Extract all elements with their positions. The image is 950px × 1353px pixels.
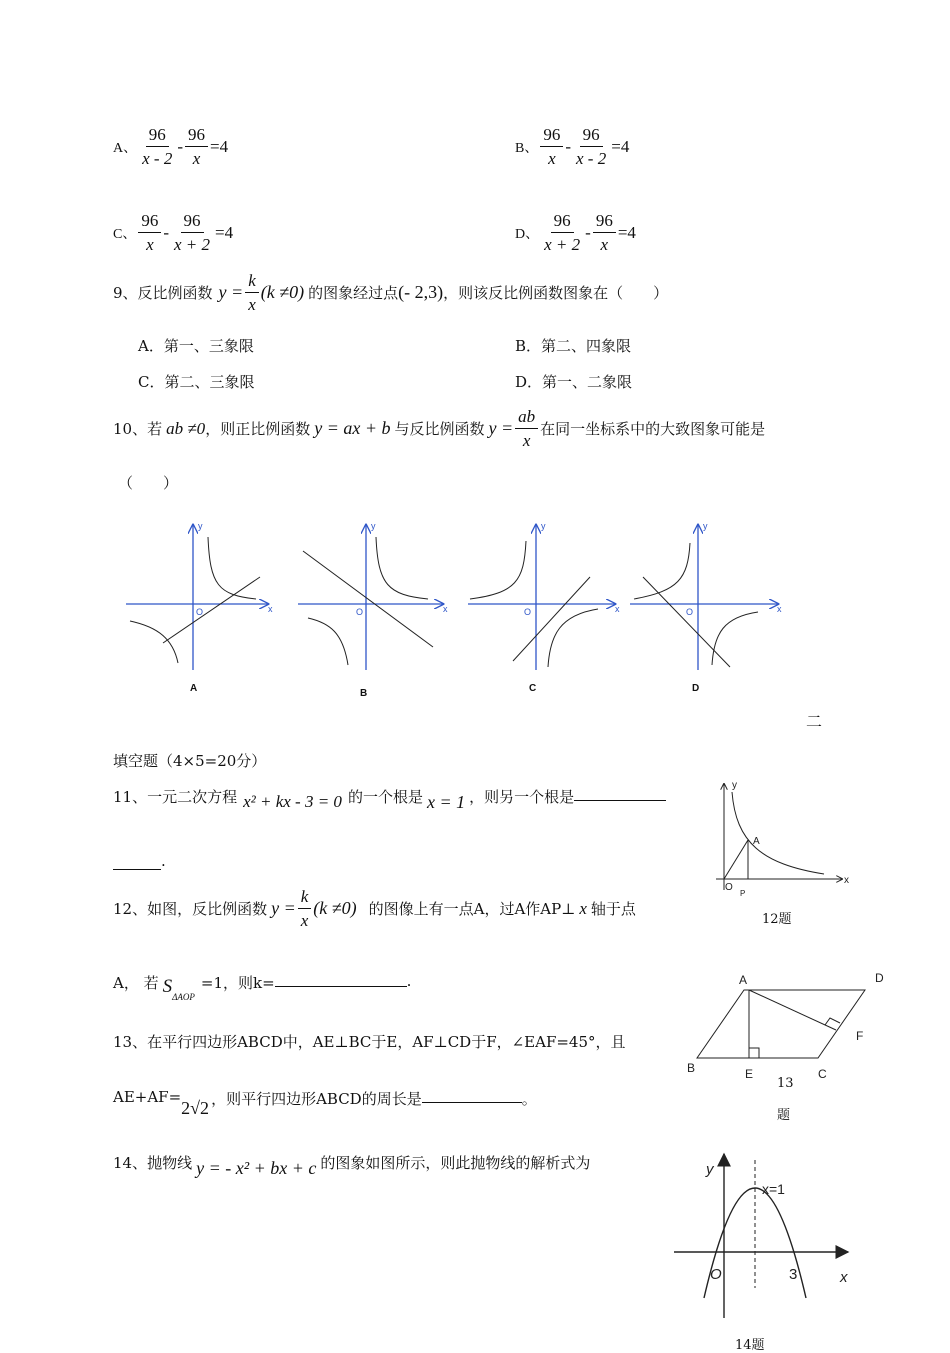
q13-segment-af xyxy=(749,990,836,1030)
q13-figure xyxy=(680,966,900,1090)
q9-option-d[interactable]: D．第一、二象限 xyxy=(515,373,633,391)
q8-d-frac2: $\frac{96}{x}$ xyxy=(593,212,616,254)
q10-a-y-label: y xyxy=(198,521,203,531)
q14-origin-label: O xyxy=(710,1266,722,1283)
q10-b-x-label: x xyxy=(443,604,448,614)
q8-d-frac1: $\frac{96}{x + 2}$ xyxy=(544,211,581,254)
q13-label-a: A xyxy=(739,973,748,987)
q8-a-frac1: $\frac{96}{x - 2}$ xyxy=(142,125,173,168)
q12-line2: A， 若 S ΔAOP =1，则k= . xyxy=(113,972,412,1002)
q12-label-p: P xyxy=(740,889,746,898)
q10-b-y-label: y xyxy=(371,521,376,531)
q8-option-c-label: C、 xyxy=(113,226,137,242)
q12-y-label: y xyxy=(732,780,737,791)
q10-b-hyperbola-2 xyxy=(308,618,348,665)
q14-x-label: x xyxy=(840,1269,848,1286)
q10-graph-a[interactable] xyxy=(126,521,273,694)
q8-c-frac1: $\frac{96}{x}$ xyxy=(138,212,161,254)
q10-d-caption: D xyxy=(692,683,700,694)
q10-b-caption: B xyxy=(360,688,368,699)
q14-y-label: y xyxy=(706,1161,714,1178)
q10-paren: （ ） xyxy=(118,474,179,492)
q12-figure xyxy=(706,772,856,922)
q10-d-hyperbola-1 xyxy=(634,543,690,599)
q10-d-line xyxy=(643,577,730,667)
q10-a-hyperbola-1 xyxy=(208,537,256,599)
q10-a-line xyxy=(163,577,260,643)
q10-d-origin: O xyxy=(686,607,694,617)
q13-caption-1: 13 xyxy=(777,1076,794,1091)
q13-line2: AE+AF= 2√2 ，则平行四边形ABCD的周长是 。 xyxy=(113,1088,537,1118)
q10-a-caption: A xyxy=(190,683,198,694)
q11-answer-blank-2[interactable] xyxy=(113,855,161,870)
q8-c-frac2: $\frac{96}{x + 2}$ xyxy=(174,211,211,254)
q10-b-line xyxy=(303,551,433,647)
q10-graph-b[interactable] xyxy=(298,521,448,699)
q10-c-origin: O xyxy=(524,607,532,617)
q13-right-angle-e xyxy=(749,1048,759,1058)
q10-b-hyperbola-1 xyxy=(376,537,428,599)
q14-caption: 14题 xyxy=(735,1338,765,1353)
q10-graphs xyxy=(118,515,798,705)
q10-c-hyperbola-2 xyxy=(548,609,598,667)
q8-option-b[interactable]: B、 $\frac{96}{x}$ - $\frac{96}{x - 2}$ =4 xyxy=(515,125,630,168)
q10-graph-c[interactable] xyxy=(468,521,620,694)
q10-d-hyperbola-2 xyxy=(712,612,758,665)
q10-d-y-label: y xyxy=(703,521,708,531)
q10-graph-d[interactable] xyxy=(630,521,782,694)
q12-stem: 12、如图，反比例函数 y = $\frac{k}{x}$ (k ≠0) 的图像上有一点A，过A作AP⊥ x 轴于点 xyxy=(113,887,636,930)
q10-stem: 10、若 ab ≠0 ，则正比例函数 y = ax + b 与反比例函数 y = $\frac{ab}{x}$ 在同一坐标系中的大致图象可能是 xyxy=(113,407,766,450)
q10-a-origin: O xyxy=(196,607,204,617)
q9-option-a[interactable]: A．第一、三象限 xyxy=(138,337,254,355)
q10-a-x-label: x xyxy=(268,604,273,614)
q13-label-c: C xyxy=(818,1067,827,1081)
q12-hyperbola xyxy=(732,792,824,874)
q9-option-c[interactable]: C．第二、三象限 xyxy=(138,373,255,391)
q8-b-frac2: $\frac{96}{x - 2}$ xyxy=(576,125,607,168)
q11-line2: . xyxy=(113,852,166,870)
q13-label-f: F xyxy=(856,1029,864,1043)
q12-answer-blank[interactable] xyxy=(275,972,407,987)
q12-label-a: A xyxy=(753,836,760,847)
q9-stem: 9、反比例函数 y = $\frac{k}{x}$ (k ≠0) 的图象经过点 (- 2,3) ，则该反比例函数图象在（ ） xyxy=(113,271,669,314)
q10-c-line xyxy=(513,577,590,661)
q12-x-label: x xyxy=(844,875,849,886)
q10-a-hyperbola-2 xyxy=(130,621,178,663)
q14-axis-label: x=1 xyxy=(762,1181,785,1197)
q10-c-hyperbola-1 xyxy=(470,541,526,599)
q8-option-d-label: D、 xyxy=(515,226,540,242)
q8-b-frac1: $\frac{96}{x}$ xyxy=(540,126,563,168)
q10-c-x-label: x xyxy=(615,604,620,614)
q8-option-b-label: B、 xyxy=(515,140,539,156)
q13-answer-blank[interactable] xyxy=(422,1088,522,1103)
q13-line1: 13、在平行四边形ABCD中，AE⊥BC于E，AF⊥CD于F，∠EAF=45°，且 xyxy=(113,1033,626,1051)
q12-caption: 12题 xyxy=(762,912,792,927)
q8-option-a-label: A、 xyxy=(113,140,138,156)
q14-figure xyxy=(668,1148,858,1318)
q13-caption-2: 题 xyxy=(777,1108,791,1123)
q8-option-c[interactable]: C、 $\frac{96}{x}$ - $\frac{96}{x + 2}$ =4 xyxy=(113,211,234,254)
q14-stem: 14、抛物线 y = - x² + bx + c 的图象如图所示，则此抛物线的解析式为 xyxy=(113,1154,591,1178)
q13-label-e: E xyxy=(745,1067,754,1081)
q10-c-caption: C xyxy=(529,683,537,694)
q8-option-a[interactable]: A、 $\frac{96}{x - 2}$ - $\frac{96}{x}$ =4 xyxy=(113,125,229,168)
q11-answer-blank[interactable] xyxy=(574,786,666,801)
q10-b-origin: O xyxy=(356,607,364,617)
q13-right-angle-f xyxy=(825,1018,840,1025)
q11-stem: 11、一元二次方程 x² + kx - 3 = 0 的一个根是 x = 1 ，则另一个根是 xyxy=(113,786,666,813)
q10-d-x-label: x xyxy=(777,604,782,614)
section-2-number: 二 xyxy=(806,712,823,731)
q10-c-y-label: y xyxy=(541,521,546,531)
q13-label-b: B xyxy=(687,1061,696,1075)
q8-a-frac2: $\frac{96}{x}$ xyxy=(185,126,208,168)
q14-three-label: 3 xyxy=(789,1266,798,1283)
section-2-title: 填空题（4×5=20分） xyxy=(113,752,267,770)
q8-option-d[interactable]: D、 $\frac{96}{x + 2}$ - $\frac{96}{x}$ =4 xyxy=(515,211,636,254)
q9-option-b[interactable]: B．第二、四象限 xyxy=(515,337,632,355)
q12-segment-oa xyxy=(724,840,748,879)
q12-label-o: O xyxy=(725,882,733,893)
q13-parallelogram xyxy=(697,990,865,1058)
q13-label-d: D xyxy=(875,971,884,985)
